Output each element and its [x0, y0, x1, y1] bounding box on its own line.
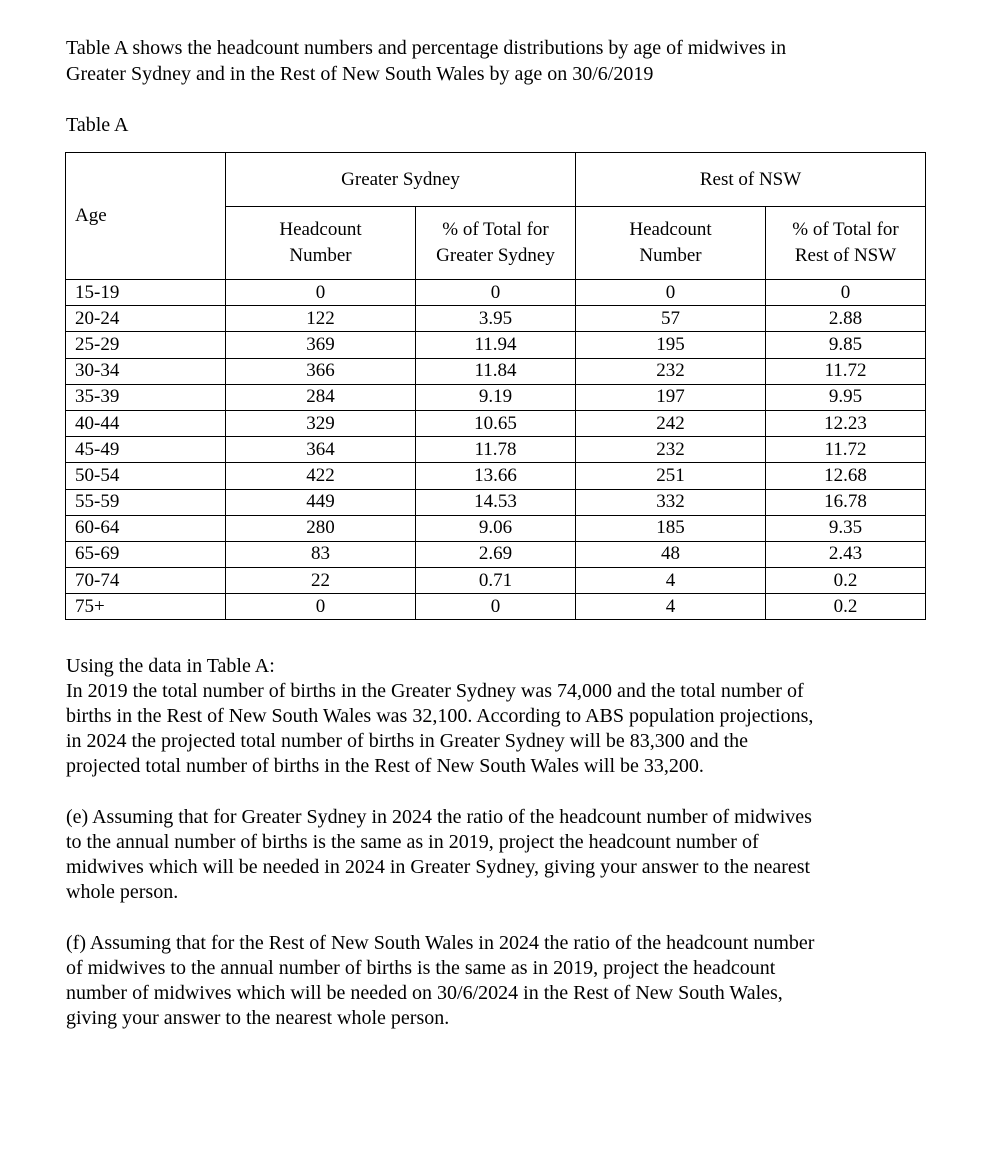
- age-cell: 20-24: [66, 306, 226, 332]
- rn-headcount-header: Headcount Number: [576, 207, 766, 280]
- rn-percent-cell: 2.43: [766, 541, 926, 567]
- table-row: [66, 332, 926, 358]
- table-row: [66, 594, 926, 620]
- age-column-header: Age: [66, 153, 226, 280]
- rn-headcount-cell: 232: [576, 358, 766, 384]
- gs-headcount-header: Headcount Number: [226, 207, 416, 280]
- gs-headcount-cell: 284: [226, 384, 416, 410]
- rn-headcount-cell: 195: [576, 332, 766, 358]
- rn-percent-cell: 12.23: [766, 410, 926, 436]
- midwives-age-table: [65, 152, 926, 620]
- gs-percent-cell: 2.69: [416, 541, 576, 567]
- gs-percent-cell: 10.65: [416, 410, 576, 436]
- gs-headcount-cell: 364: [226, 437, 416, 463]
- rn-headcount-cell: 57: [576, 306, 766, 332]
- age-cell: 50-54: [66, 463, 226, 489]
- age-cell: 60-64: [66, 515, 226, 541]
- gs-headcount-cell: 449: [226, 489, 416, 515]
- rn-headcount-cell: 232: [576, 437, 766, 463]
- table-row: [66, 384, 926, 410]
- gs-percent-cell: 14.53: [416, 489, 576, 515]
- rn-percent-cell: 0: [766, 280, 926, 306]
- table-row: [66, 358, 926, 384]
- gs-percent-cell: 0: [416, 594, 576, 620]
- table-row: [66, 568, 926, 594]
- data-intro-paragraph: Using the data in Table A: In 2019 the total number of births in the Greater Sydney was 74,000 and the total number of births in the Rest of New South Wales was 32,100. According to ABS population projections, in 2024 the projected total number of births in Greater Sydney will be 83,300 and the projected total number of births in the Rest of New South Wales will be 33,200.: [66, 655, 814, 777]
- table-group-header-row: [66, 153, 926, 207]
- rn-percent-cell: 0.2: [766, 568, 926, 594]
- rn-percent-cell: 11.72: [766, 437, 926, 463]
- rn-headcount-cell: 4: [576, 568, 766, 594]
- gs-headcount-cell: 369: [226, 332, 416, 358]
- rn-headcount-cell: 4: [576, 594, 766, 620]
- greater-sydney-header: Greater Sydney: [226, 153, 576, 207]
- rn-headcount-cell: 48: [576, 541, 766, 567]
- gs-percent-cell: 0: [416, 280, 576, 306]
- gs-percent-cell: 11.84: [416, 358, 576, 384]
- gs-percent-cell: 13.66: [416, 463, 576, 489]
- table-row: [66, 515, 926, 541]
- gs-percent-cell: 11.78: [416, 437, 576, 463]
- age-cell: 15-19: [66, 280, 226, 306]
- rn-percent-cell: 0.2: [766, 594, 926, 620]
- gs-headcount-cell: 422: [226, 463, 416, 489]
- rn-percent-cell: 9.85: [766, 332, 926, 358]
- rn-percent-cell: 11.72: [766, 358, 926, 384]
- rn-headcount-cell: 185: [576, 515, 766, 541]
- gs-headcount-cell: 0: [226, 594, 416, 620]
- rn-headcount-cell: 197: [576, 384, 766, 410]
- age-cell: 45-49: [66, 437, 226, 463]
- rn-percent-cell: 12.68: [766, 463, 926, 489]
- table-row: [66, 541, 926, 567]
- rest-of-nsw-header: Rest of NSW: [576, 153, 926, 207]
- table-row: [66, 280, 926, 306]
- table-row: [66, 306, 926, 332]
- gs-percent-cell: 9.19: [416, 384, 576, 410]
- table-row: [66, 437, 926, 463]
- gs-percent-cell: 9.06: [416, 515, 576, 541]
- rn-headcount-cell: 0: [576, 280, 766, 306]
- rn-percent-cell: 16.78: [766, 489, 926, 515]
- rn-percent-cell: 9.35: [766, 515, 926, 541]
- question-text: [66, 654, 926, 1031]
- gs-headcount-cell: 83: [226, 541, 416, 567]
- gs-percent-cell: 11.94: [416, 332, 576, 358]
- rn-headcount-cell: 332: [576, 489, 766, 515]
- gs-headcount-cell: 366: [226, 358, 416, 384]
- gs-percent-header: % of Total for Greater Sydney: [416, 207, 576, 280]
- rn-percent-cell: 9.95: [766, 384, 926, 410]
- intro-line-2: Greater Sydney and in the Rest of New South Wales by age on 30/6/2019: [66, 63, 654, 85]
- rn-headcount-cell: 242: [576, 410, 766, 436]
- gs-headcount-cell: 329: [226, 410, 416, 436]
- gs-headcount-cell: 0: [226, 280, 416, 306]
- age-cell: 55-59: [66, 489, 226, 515]
- gs-percent-cell: 0.71: [416, 568, 576, 594]
- age-cell: 30-34: [66, 358, 226, 384]
- age-cell: 75+: [66, 594, 226, 620]
- intro-paragraph: [66, 35, 946, 87]
- question-f: (f) Assuming that for the Rest of New South Wales in 2024 the ratio of the headcount number of midwives to the annual number of births is the same as in 2019, project the headcount number of midwives which will be needed on 30/6/2024 in the Rest of New South Wales, giving your answer to the nearest whole person.: [66, 932, 815, 1029]
- age-cell: 65-69: [66, 541, 226, 567]
- gs-headcount-cell: 122: [226, 306, 416, 332]
- table-row: [66, 410, 926, 436]
- table-caption: Table A: [66, 114, 129, 136]
- table-row: [66, 463, 926, 489]
- intro-line-1: Table A shows the headcount numbers and percentage distributions by age of midwives in: [66, 37, 787, 59]
- question-e: (e) Assuming that for Greater Sydney in 2024 the ratio of the headcount number of midwives to the annual number of births is the same as in 2019, project the headcount number of midwives which will be needed in 2024 in Greater Sydney, giving your answer to the nearest whole person.: [66, 806, 812, 903]
- gs-headcount-cell: 280: [226, 515, 416, 541]
- age-cell: 25-29: [66, 332, 226, 358]
- rn-headcount-cell: 251: [576, 463, 766, 489]
- age-cell: 40-44: [66, 410, 226, 436]
- rn-percent-cell: 2.88: [766, 306, 926, 332]
- table-row: [66, 489, 926, 515]
- gs-percent-cell: 3.95: [416, 306, 576, 332]
- age-cell: 35-39: [66, 384, 226, 410]
- gs-headcount-cell: 22: [226, 568, 416, 594]
- age-cell: 70-74: [66, 568, 226, 594]
- rn-percent-header: % of Total for Rest of NSW: [766, 207, 926, 280]
